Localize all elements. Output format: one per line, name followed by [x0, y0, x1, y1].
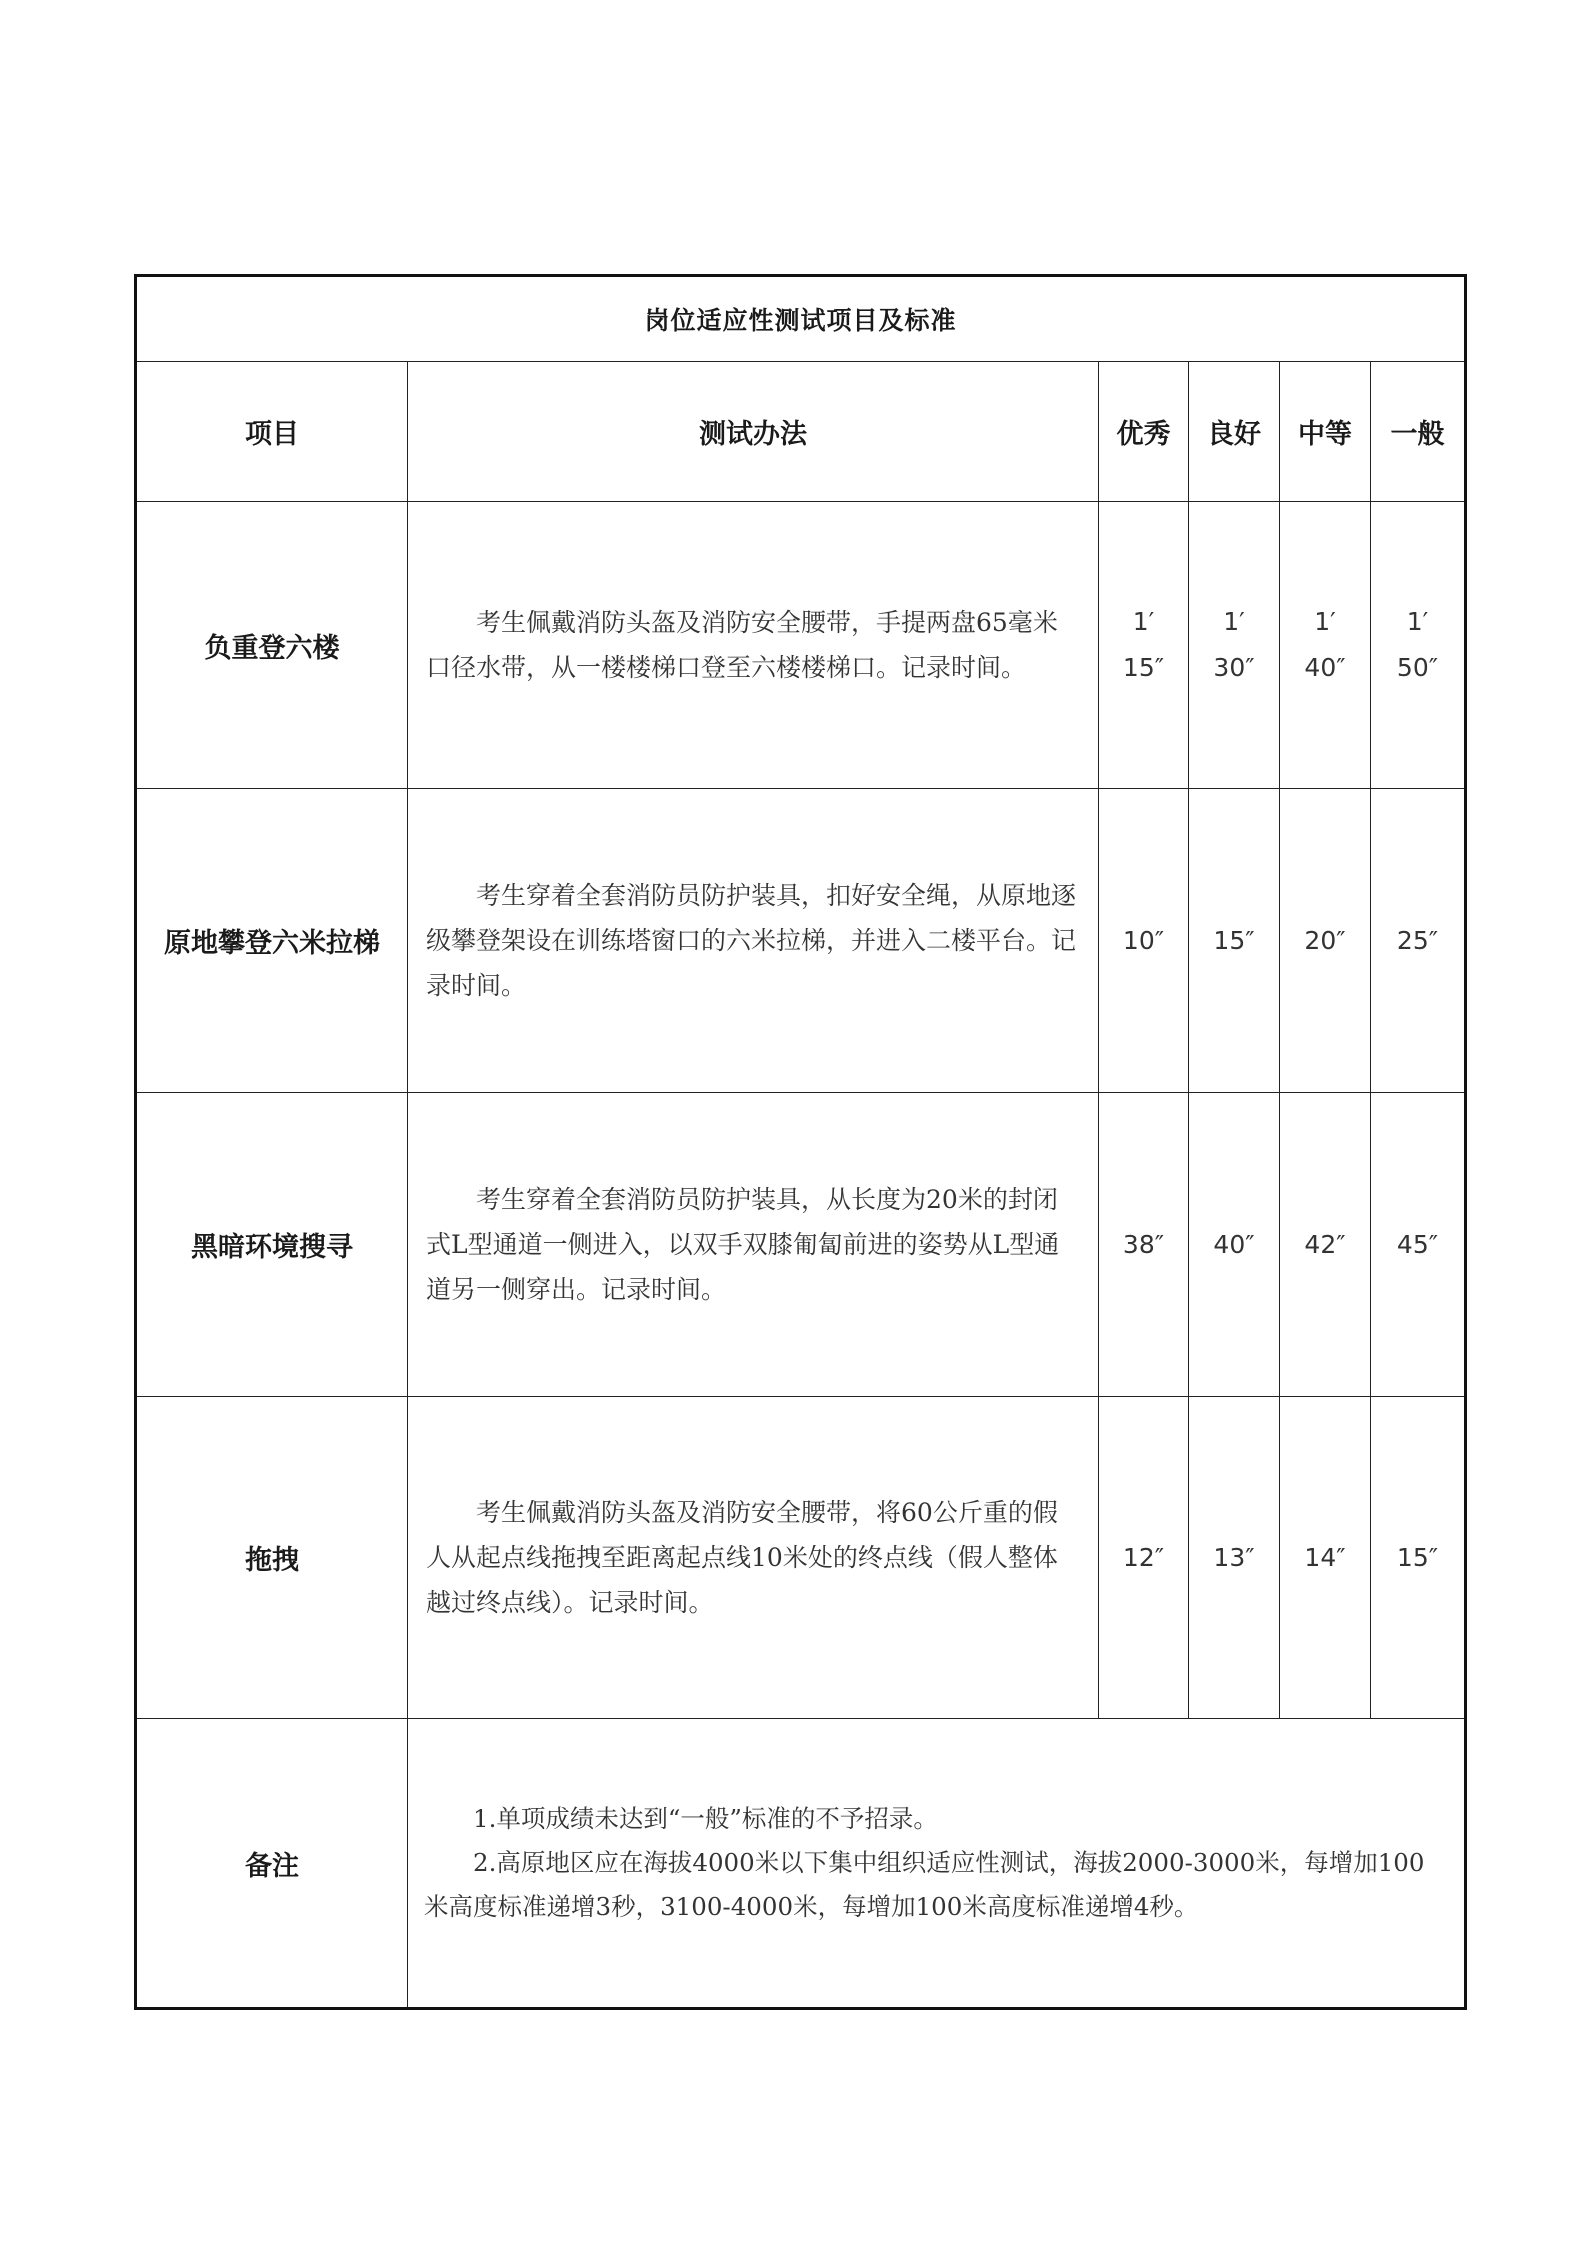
- method-text: 考生佩戴消防头盔及消防安全腰带，将60公斤重的假人从起点线拖拽至距离起点线10米处的终点线（假人整体越过终点线）。记录时间。: [426, 1498, 1058, 1617]
- score-part: 20″: [1304, 925, 1346, 955]
- score-general: [1371, 789, 1466, 1093]
- score-good: [1189, 1093, 1280, 1397]
- score-medium: [1280, 1397, 1371, 1719]
- row-method: [408, 1093, 1099, 1397]
- note-line: 2.高原地区应在海拔4000米以下集中组织适应性测试，海拔2000-3000米，每增加100米高度标准递增3秒，3100-4000米，每增加100米高度标准递增4秒。: [424, 1848, 1425, 1921]
- score-medium: [1280, 502, 1371, 789]
- score-part: 15″: [1122, 653, 1165, 682]
- row-method: [408, 789, 1099, 1093]
- table-row: [136, 789, 1466, 1093]
- row-item-name: 原地攀登六米拉梯: [136, 789, 408, 1093]
- table-row: [136, 502, 1466, 789]
- row-method: [408, 502, 1099, 789]
- method-text: 考生穿着全套消防员防护装具，从长度为20米的封闭式L型通道一侧进入，以双手双膝匍匐前进的姿势从L型通道另一侧穿出。记录时间。: [426, 1185, 1060, 1304]
- score-excellent: [1099, 1397, 1189, 1719]
- notes-row: [136, 1719, 1466, 2009]
- standards-table: [134, 274, 1467, 2010]
- notes-label: 备注: [136, 1719, 408, 2009]
- method-text: 考生穿着全套消防员防护装具，扣好安全绳，从原地逐级攀登架设在训练塔窗口的六米拉梯，并进入二楼平台。记录时间。: [426, 881, 1077, 1000]
- header-medium: 中等: [1280, 362, 1371, 502]
- score-good: [1189, 789, 1280, 1093]
- method-text: 考生佩戴消防头盔及消防安全腰带，手提两盘65毫米口径水带，从一楼楼梯口登至六楼楼梯口。记录时间。: [426, 608, 1058, 682]
- title-row: [136, 276, 1466, 362]
- table-row: [136, 1397, 1466, 1719]
- row-item-name: 黑暗环境搜寻: [136, 1093, 408, 1397]
- score-part: 40″: [1304, 653, 1346, 682]
- score-excellent: [1099, 789, 1189, 1093]
- score-part: 45″: [1396, 1229, 1439, 1259]
- header-item: 项目: [136, 362, 408, 502]
- score-part: 15″: [1213, 925, 1255, 955]
- score-medium: [1280, 1093, 1371, 1397]
- table-title: 岗位适应性测试项目及标准: [136, 276, 1466, 362]
- header-general: 一般: [1371, 362, 1466, 502]
- score-part: 40″: [1213, 1229, 1255, 1259]
- score-part: 1′: [1132, 607, 1155, 636]
- score-excellent: [1099, 502, 1189, 789]
- note-line: 1.单项成绩未达到“一般”标准的不予招录。: [473, 1804, 938, 1833]
- score-part: 1′: [1406, 607, 1429, 636]
- row-method: [408, 1397, 1099, 1719]
- score-part: 13″: [1213, 1542, 1255, 1572]
- score-general: [1371, 1397, 1466, 1719]
- header-excellent: 优秀: [1099, 362, 1189, 502]
- header-row: [136, 362, 1466, 502]
- score-part: 30″: [1213, 653, 1255, 682]
- score-general: [1371, 1093, 1466, 1397]
- notes-content: [408, 1719, 1466, 2009]
- header-good: 良好: [1189, 362, 1280, 502]
- score-part: 42″: [1304, 1229, 1346, 1259]
- row-item-name: 拖拽: [136, 1397, 408, 1719]
- score-general: [1371, 502, 1466, 789]
- score-part: 10″: [1122, 925, 1165, 955]
- score-good: [1189, 502, 1280, 789]
- score-part: 14″: [1304, 1542, 1346, 1572]
- header-method: 测试办法: [408, 362, 1099, 502]
- score-medium: [1280, 789, 1371, 1093]
- score-part: 12″: [1122, 1542, 1165, 1572]
- score-part: 25″: [1396, 925, 1439, 955]
- score-part: 38″: [1122, 1229, 1165, 1259]
- score-part: 1′: [1314, 607, 1336, 636]
- score-part: 1′: [1223, 607, 1245, 636]
- score-excellent: [1099, 1093, 1189, 1397]
- table-row: [136, 1093, 1466, 1397]
- score-part: 50″: [1396, 653, 1439, 682]
- score-part: 15″: [1396, 1542, 1439, 1572]
- row-item-name: 负重登六楼: [136, 502, 408, 789]
- score-good: [1189, 1397, 1280, 1719]
